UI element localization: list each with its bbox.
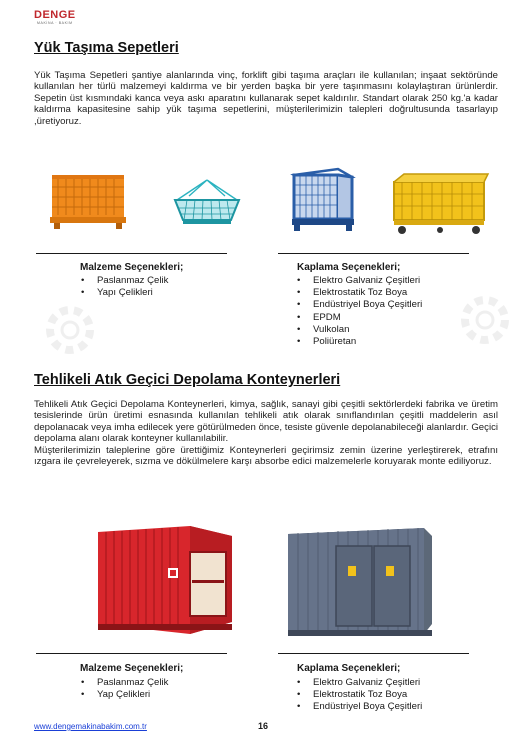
section2-material-title: Malzeme Seçenekleri;	[80, 663, 184, 674]
section1-material-title: Malzeme Seçenekleri;	[80, 262, 184, 273]
list-item: • Endüstriyel Boya Çeşitleri	[297, 701, 422, 713]
section1-paragraph-text: Yük Taşıma Sepetleri şantiye alanlarında vinç, forklift gibi taşıma araçları ile kullanılan; inşaat sektöründe kullanılan her türlü malzemeyi kaldırma ve bir yerden başka bir yere taşınmasını kolaylaştıran ürünlerdir. Sepetin üst kısmındaki kanca veya askı aparatını kullanarak sepet kaldırılır. Standart olarak 250 kg.'a kadar kaldırma kapasitesine sahip yük taşıma sepetlerini, müşterilerimizin talepleri doğrultusunda tasarlayıp ,üretiyoruz.	[34, 70, 498, 127]
gray-storage-container-image	[278, 520, 438, 644]
section2-paragraph2-text: Müşterilerimizin taleplerine göre ürettiğimiz Konteynerleri geçirimsiz zemin üzerine yerleştirerek, etrafını ızgara ile çevreleyerek, sızma ve dökülmelere karşı absorbe edici malzemelerle koruyarak monte ediliyoruz.	[34, 444, 498, 468]
orange-cargo-basket-image	[44, 165, 132, 231]
yellow-cargo-trolley-image	[390, 168, 490, 236]
section1-coating-title: Kaplama Seçenekleri;	[297, 262, 401, 273]
section2-coating-divider	[278, 653, 469, 654]
section2-material-divider	[36, 653, 227, 654]
section1-material-divider	[36, 253, 227, 254]
list-item: • EPDM	[297, 312, 422, 324]
section2-paragraph	[34, 399, 498, 467]
list-item: • Elektro Galvaniz Çeşitleri	[297, 677, 422, 689]
red-hazardous-container-image	[90, 522, 240, 640]
website-link[interactable]: www.dengemakinabakim.com.tr	[34, 722, 147, 731]
section2-material-list	[81, 677, 168, 701]
list-item: • Elektrostatik Toz Boya	[297, 689, 422, 701]
list-item: • Poliüretan	[297, 336, 422, 348]
list-item: • Yap Çelikleri	[81, 689, 168, 701]
list-item: • Yapı Çelikleri	[81, 287, 168, 299]
brand-logo	[34, 9, 94, 31]
list-item: • Paslanmaz Çelik	[81, 677, 168, 689]
section1-title: Yük Taşıma Sepetleri	[34, 40, 179, 56]
list-item: • Elektrostatik Toz Boya	[297, 287, 422, 299]
list-item: • Endüstriyel Boya Çeşitleri	[297, 299, 422, 311]
list-item: • Elektro Galvaniz Çeşitleri	[297, 275, 422, 287]
brand-tagline: MAKİNA · BAKIM	[37, 21, 73, 25]
brand-name: DENGE	[34, 9, 76, 21]
page-number: 16	[258, 721, 269, 731]
section1-material-list	[81, 275, 168, 299]
list-item: • Paslanmaz Çelik	[81, 275, 168, 287]
section1-coating-divider	[278, 253, 469, 254]
section2-coating-title: Kaplama Seçenekleri;	[297, 663, 401, 674]
section2-paragraph1-text: Tehlikeli Atık Geçici Depolama Konteynerleri, kimya, sağlık, sanayi gibi çeşitli sektörlerdeki fabrika ve üretim tesislerinde ürün üretimi esnasında kullanılan tehlikeli atık olarak sınıflandırılan çeşitli maddelerin asıl depolanacak veya imha edilecek yere götürülmeden önce, tesiste güvenle depolanabileceği alanlardır. Geçici depolama alanı olarak konteyner kullanılabilir.	[34, 399, 498, 445]
section1-coating-list	[297, 275, 422, 348]
gear-watermark-icon	[455, 290, 515, 350]
section2-coating-list	[297, 677, 422, 714]
section2-title: Tehlikeli Atık Geçici Depolama Konteynerleri	[34, 372, 341, 388]
blue-cargo-cage-image	[288, 165, 358, 235]
gear-watermark-icon	[40, 300, 100, 360]
section1-paragraph	[34, 70, 498, 127]
list-item: • Vulkolan	[297, 324, 422, 336]
teal-lifting-basket-image	[167, 178, 247, 240]
